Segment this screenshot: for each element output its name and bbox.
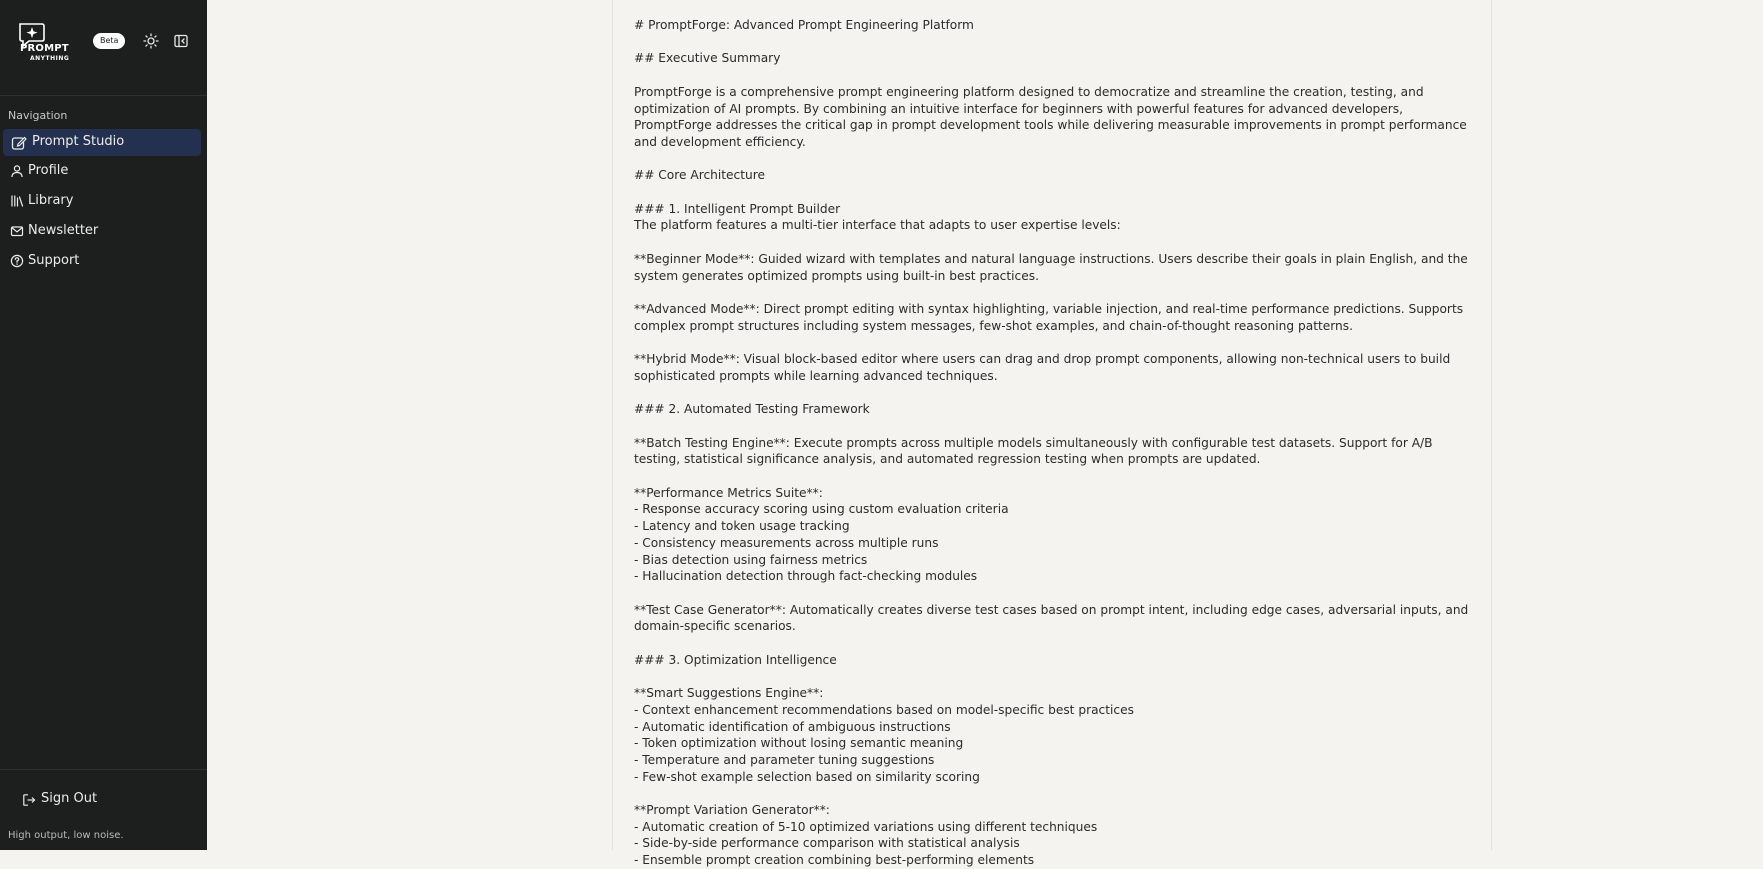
sidebar-item-prompt-studio[interactable]	[3, 129, 201, 156]
collapse-sidebar-icon[interactable]	[173, 33, 189, 49]
beta-badge: Beta	[93, 33, 125, 49]
edit-square-icon	[11, 135, 27, 151]
mail-icon	[10, 224, 24, 238]
prompt-anything-logo[interactable]	[17, 22, 77, 66]
help-circle-icon	[10, 254, 24, 268]
sidebar-item-label: Profile	[28, 163, 69, 178]
sidebar	[0, 0, 207, 850]
prompt-document-text[interactable]: # PromptForge: Advanced Prompt Engineering Platform ## Executive Summary PromptForge is a comprehensive prompt engineering platform designed to democratize and streamline the creation, testing, and optimization of AI prompts. By combining an intuitive interface for beginners with powerful features for advanced developers, PromptForge addresses the critical gap in prompt development tools while delivering measurable improvements in prompt performance and development efficiency. ## Core Architecture ### 1. Intelligent Prompt Builder The platform features a multi-tier interface that adapts to user expertise levels: **Beginner Mode**: Guided wizard with templates and natural language instructions. Users describe their goals in plain English, and the system generates optimized prompts using built-in best practices. **Advanced Mode**: Direct prompt editing with syntax highlighting, variable injection, and real-time performance predictions. Supports complex prompt structures including system messages, few-shot examples, and chain-of-thought reasoning patterns. **Hybrid Mode**: Visual block-based editor where users can drag and drop prompt components, allowing non-technical users to build sophisticated prompts while learning advanced techniques. ### 2. Automated Testing Framework **Batch Testing Engine**: Execute prompts across multiple models simultaneously with configurable test datasets. Support for A/B testing, statistical significance analysis, and automated regression testing when prompts are updated. **Performance Metrics Suite**: - Response accuracy scoring using custom evaluation criteria - Latency and token usage tracking - Consistency measurements across multiple runs - Bias detection using fairness metrics - Hallucination detection through fact-checking modules **Test Case Generator**: Automatically creates diverse test cases based on prompt intent, including edge cases, adversarial inputs, and domain-specific scenarios. ### 3. Optimization Intelligence **Smart Suggestions Engine**: - Context enhancement recommendations based on model-specific best practices - Automatic identification of ambiguous instructions - Token optimization without losing semantic meaning - Temperature and parameter tuning suggestions - Few-shot example selection based on similarity scoring **Prompt Variation Generator**: - Automatic creation of 5-10 optimized variations using different techniques - Side-by-side performance comparison with statistical analysis - Ensemble prompt creation combining best-performing elements	[634, 18, 1469, 868]
sidebar-item-library[interactable]	[3, 188, 201, 215]
nav-heading: Navigation	[8, 109, 68, 122]
sidebar-item-label: Support	[28, 253, 80, 268]
log-out-icon	[22, 793, 36, 807]
sign-out-label: Sign Out	[41, 791, 98, 806]
tagline: High output, low noise.	[8, 830, 124, 841]
sidebar-item-support[interactable]	[3, 248, 201, 275]
sidebar-item-label: Library	[28, 193, 74, 208]
brand-header	[0, 0, 207, 96]
sun-icon[interactable]	[143, 33, 159, 49]
sidebar-item-label: Prompt Studio	[32, 134, 125, 149]
document-panel	[612, 0, 1492, 868]
library-icon	[10, 194, 24, 208]
sidebar-item-newsletter[interactable]	[3, 218, 201, 245]
user-icon	[10, 164, 24, 178]
sidebar-item-label: Newsletter	[28, 223, 99, 238]
logo-line-1: PROMPT	[20, 43, 69, 54]
sidebar-item-profile[interactable]	[3, 158, 201, 185]
divider	[0, 769, 207, 770]
logo-line-2: ANYTHING	[30, 55, 70, 62]
